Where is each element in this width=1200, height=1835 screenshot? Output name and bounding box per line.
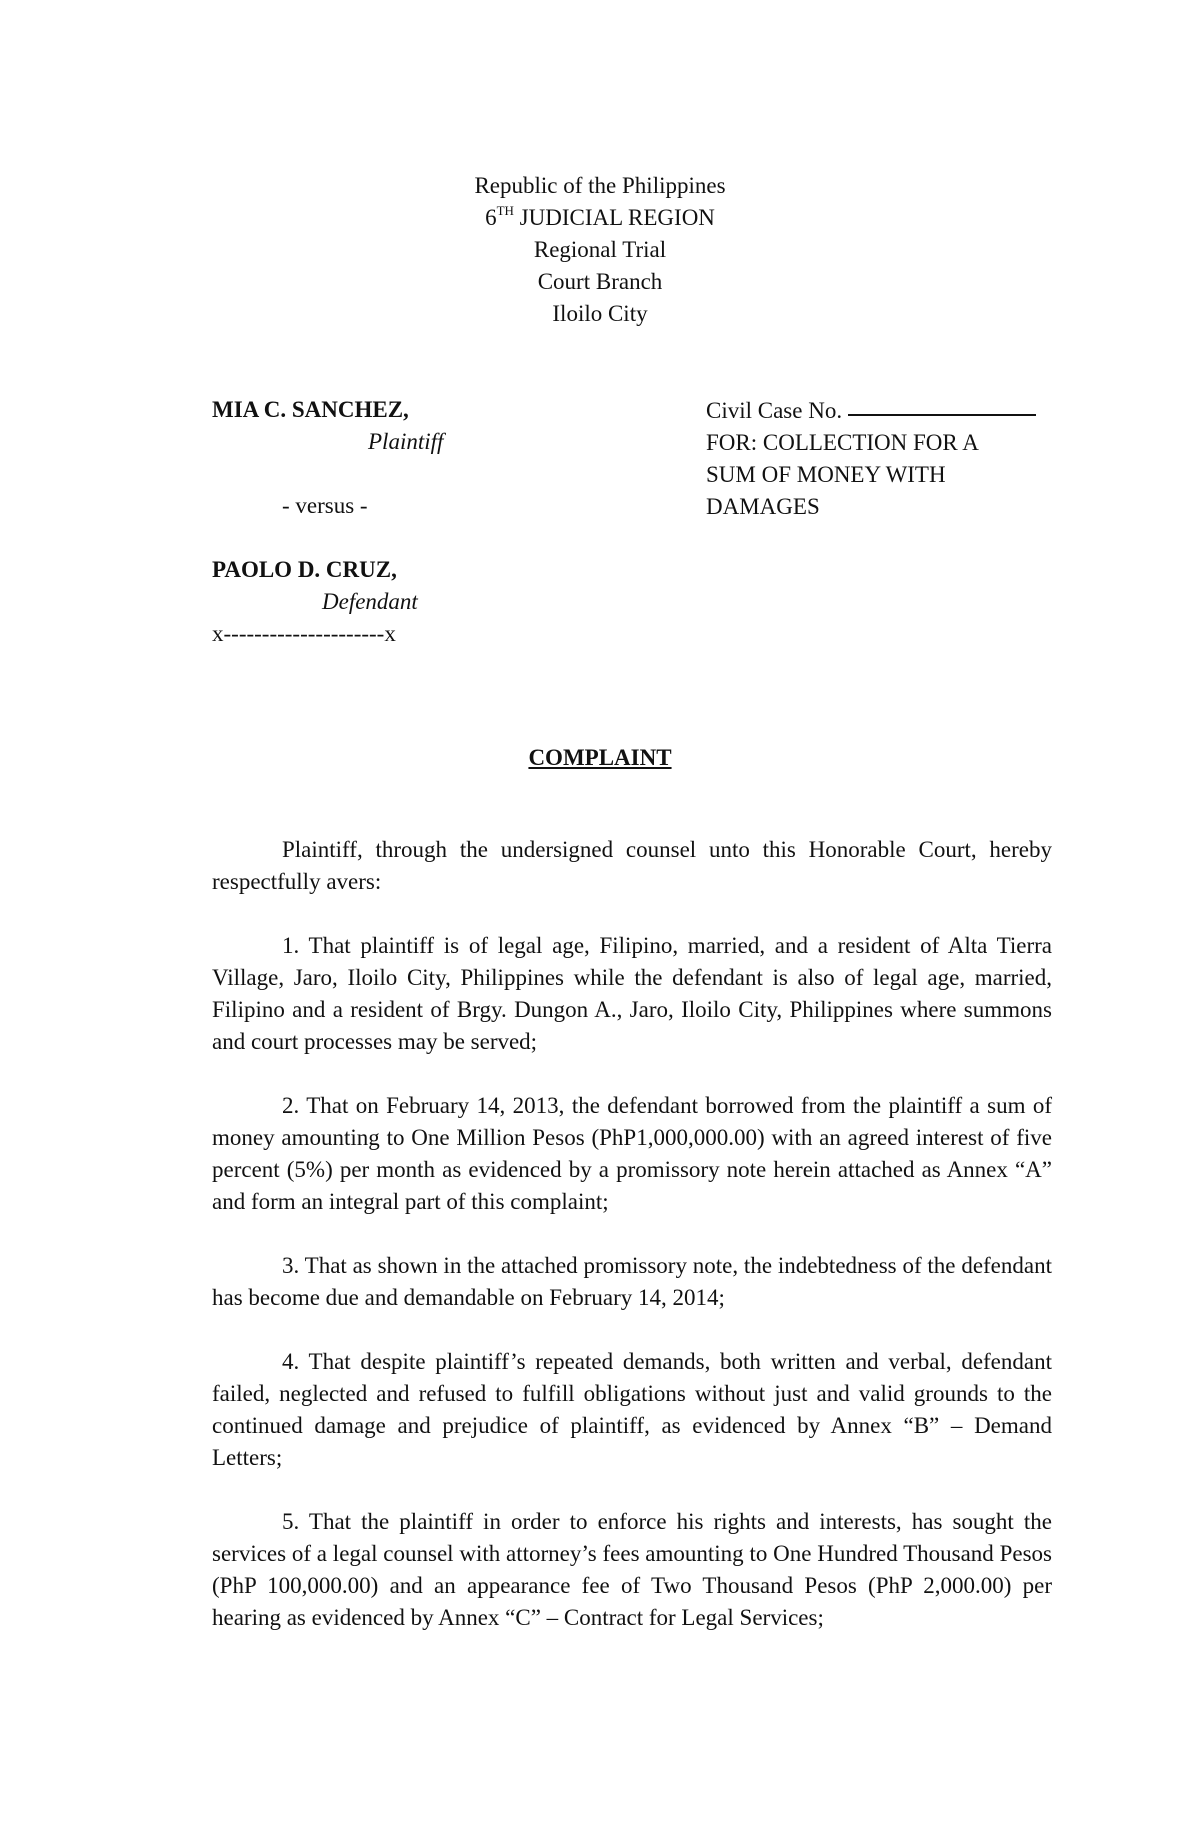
paragraph-intro-text: Plaintiff, through the undersigned counsel unto this Honorable Court, hereby respectfully avers: bbox=[212, 837, 1052, 894]
case-caption-parties bbox=[212, 394, 542, 650]
defendant-name: PAOLO D. CRUZ, bbox=[212, 557, 397, 582]
case-nature-line-1: FOR: COLLECTION FOR A bbox=[706, 430, 979, 455]
case-caption-details bbox=[706, 394, 1066, 523]
paragraph-intro bbox=[212, 834, 1052, 898]
plaintiff-role: Plaintiff bbox=[368, 429, 444, 454]
paragraph-2 bbox=[212, 1090, 1052, 1218]
document-title: COMPLAINT bbox=[528, 745, 672, 770]
paragraph-5 bbox=[212, 1506, 1052, 1634]
header-region-number: 6 bbox=[485, 205, 497, 230]
complaint-body bbox=[212, 834, 1052, 1666]
defendant-role: Defendant bbox=[322, 589, 418, 614]
paragraph-1-text: 1. That plaintiff is of legal age, Filipino, married, and a resident of Alta Tierra Village, Jaro, Iloilo City, Philippines while the defendant is also of legal age, married, Filipino and a resident of Brgy. Dungon A., Jaro, Iloilo City, Philippines where summons and court processes may be served; bbox=[212, 933, 1052, 1054]
header-judicial-region bbox=[0, 202, 1200, 234]
case-number-label: Civil Case No. bbox=[706, 398, 843, 423]
header-court-branch: Court Branch bbox=[537, 269, 663, 294]
caption-divider: x---------------------x bbox=[212, 621, 396, 646]
court-header bbox=[0, 170, 1200, 330]
versus-label: - versus - bbox=[282, 493, 368, 518]
paragraph-1 bbox=[212, 930, 1052, 1058]
paragraph-2-text: 2. That on February 14, 2013, the defendant borrowed from the plaintiff a sum of money amounting to One Million Pesos (PhP1,000,000.00) with an agreed interest of five percent (5%) per month as evidenced by a promissory note herein attached as Annex “A” and form an integral part of this complaint; bbox=[212, 1093, 1052, 1214]
case-nature-line-3: DAMAGES bbox=[706, 494, 820, 519]
case-number-blank bbox=[848, 394, 1036, 416]
header-region-text: JUDICIAL REGION bbox=[513, 205, 715, 230]
case-number-row bbox=[706, 394, 1066, 427]
case-nature-line-2: SUM OF MONEY WITH bbox=[706, 462, 946, 487]
header-region-superscript: TH bbox=[496, 203, 514, 218]
plaintiff-name: MIA C. SANCHEZ, bbox=[212, 397, 409, 422]
paragraph-4 bbox=[212, 1346, 1052, 1474]
header-city: Iloilo City bbox=[552, 301, 648, 326]
paragraph-3 bbox=[212, 1250, 1052, 1314]
paragraph-4-text: 4. That despite plaintiff’s repeated demands, both written and verbal, defendant failed, neglected and refused to fulfill obligations without just and valid grounds to the continued damage and prejudice of plaintiff, as evidenced by Annex “B” – Demand Letters; bbox=[212, 1349, 1052, 1470]
paragraph-3-text: 3. That as shown in the attached promissory note, the indebtedness of the defendant has become due and demandable on February 14, 2014; bbox=[212, 1253, 1052, 1310]
header-republic: Republic of the Philippines bbox=[474, 173, 726, 198]
paragraph-5-text: 5. That the plaintiff in order to enforce his rights and interests, has sought the services of a legal counsel with attorney’s fees amounting to One Hundred Thousand Pesos (PhP 100,000.00) and an appearance fee of Two Thousand Pesos (PhP 2,000.00) per hearing as evidenced by Annex “C” – Contract for Legal Services; bbox=[212, 1509, 1052, 1630]
header-regional-trial: Regional Trial bbox=[533, 237, 667, 262]
